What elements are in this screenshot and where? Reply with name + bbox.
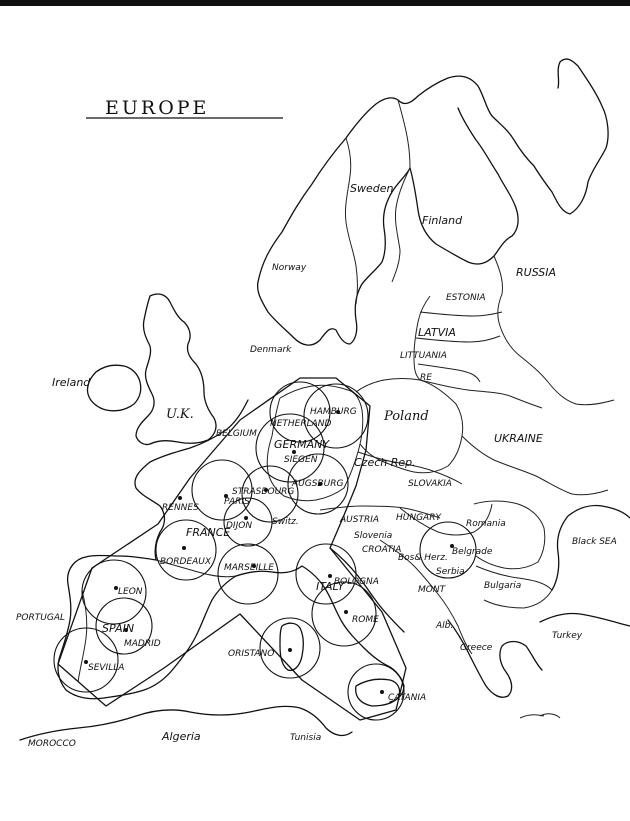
estonia-latvia-border (420, 312, 502, 316)
label-sweden: Sweden (350, 182, 394, 195)
label-denmark: Denmark (250, 345, 292, 355)
circle-bologna (296, 544, 356, 604)
label-dijon: DIJON (226, 521, 253, 531)
label-romania: Romania (466, 519, 506, 529)
black-sea-coast (552, 505, 630, 590)
label-catania: CATANIA (388, 693, 427, 703)
label-netherlands: NETHERLAND (270, 419, 332, 429)
dot-bordeaux (182, 546, 186, 550)
dot-bologna (328, 574, 332, 578)
greece-outline (448, 620, 542, 697)
label-austria: AUSTRIA (340, 515, 380, 525)
gulf-of-bothnia (392, 168, 410, 282)
romania-outline (474, 501, 545, 569)
label-paris: PARIS (224, 497, 250, 507)
label-belgrade: Belgrade (452, 547, 493, 557)
turkey-coast (540, 613, 630, 626)
label-bulgaria: Bulgaria (484, 581, 522, 591)
label-hungary: HUNGARY (396, 513, 441, 523)
label-belarus: RE (420, 373, 432, 383)
label-leon: LEON (118, 587, 143, 597)
belarus-region (420, 380, 542, 408)
finland-outline (410, 108, 518, 264)
label-rome: ROME (352, 615, 379, 625)
label-augsburg: AUGSBURG (292, 479, 344, 489)
dot-oristano (288, 648, 292, 652)
label-italy: ITALY (316, 580, 345, 593)
label-slovenia: Slovenia (354, 531, 393, 541)
aegean-islands (520, 714, 560, 718)
label-slovakia: SLOVAKIA (408, 479, 452, 489)
circle-marseille (218, 544, 278, 604)
label-czech: Czech Rep. (354, 456, 416, 469)
label-ukraine: UKRAINE (494, 432, 543, 445)
sardinia-outline (280, 623, 303, 670)
label-hamburg: HAMBURG (310, 407, 357, 417)
label-bordeaux: BORDEAUX (160, 557, 212, 567)
label-ireland: Ireland (52, 376, 91, 389)
label-bosnia: Bos& Herz. (398, 553, 448, 563)
italy-coast (302, 548, 404, 702)
label-finland: Finland (422, 214, 463, 227)
top-border (0, 0, 630, 6)
label-albania: Alb. (436, 621, 454, 631)
dot-rome (344, 610, 348, 614)
ireland-outline (87, 365, 140, 411)
label-france: FRANCE (186, 526, 231, 539)
label-belgium: BELGIUM (216, 429, 257, 439)
label-strasbourg: STRASBOURG (232, 487, 295, 497)
iberia-coast (58, 556, 236, 699)
label-lithuania: LITTUANIA (400, 351, 447, 361)
label-algeria: Algeria (162, 730, 201, 743)
label-russia: RUSSIA (516, 266, 557, 279)
label-portugal: PORTUGAL (16, 613, 65, 623)
label-oristano: ORISTANO (228, 649, 275, 659)
label-turkey: Turkey (552, 631, 583, 641)
label-morocco: MOROCCO (28, 739, 76, 749)
scandinavia-coast (258, 59, 608, 282)
label-spain: SPAIN (102, 622, 135, 635)
label-black-sea: Black SEA (572, 537, 617, 547)
label-croatia: CROATIA (362, 545, 402, 555)
norway-sweden-border (345, 138, 357, 304)
dot-dijon (244, 516, 248, 520)
label-marseille: MARSEILLE (224, 563, 274, 573)
dot-catania (380, 690, 384, 694)
label-latvia: LATVIA (418, 326, 456, 339)
label-siegen: SIEGEN (284, 455, 318, 465)
dot-rennes (178, 496, 182, 500)
map-title: EUROPE (105, 97, 210, 119)
label-rennes: RENNES (162, 503, 199, 513)
label-switzerland: Switz. (272, 517, 299, 527)
label-estonia: ESTONIA (446, 293, 486, 303)
label-uk: U.K. (166, 407, 194, 422)
label-madrid: MADRID (124, 639, 161, 649)
label-tunisia: Tunisia (290, 733, 322, 743)
label-serbia: Serbia (436, 567, 465, 577)
sweden-finland-border (398, 100, 410, 168)
label-montenegro: MONT (418, 585, 446, 595)
label-bologna: BOLOGNA (334, 577, 379, 587)
label-greece: Greece (460, 643, 493, 653)
label-sevilla: SEVILLA (88, 663, 125, 673)
label-germany: GERMANY (274, 438, 330, 451)
label-norway: Norway (272, 263, 307, 273)
label-poland: Poland (384, 409, 429, 424)
